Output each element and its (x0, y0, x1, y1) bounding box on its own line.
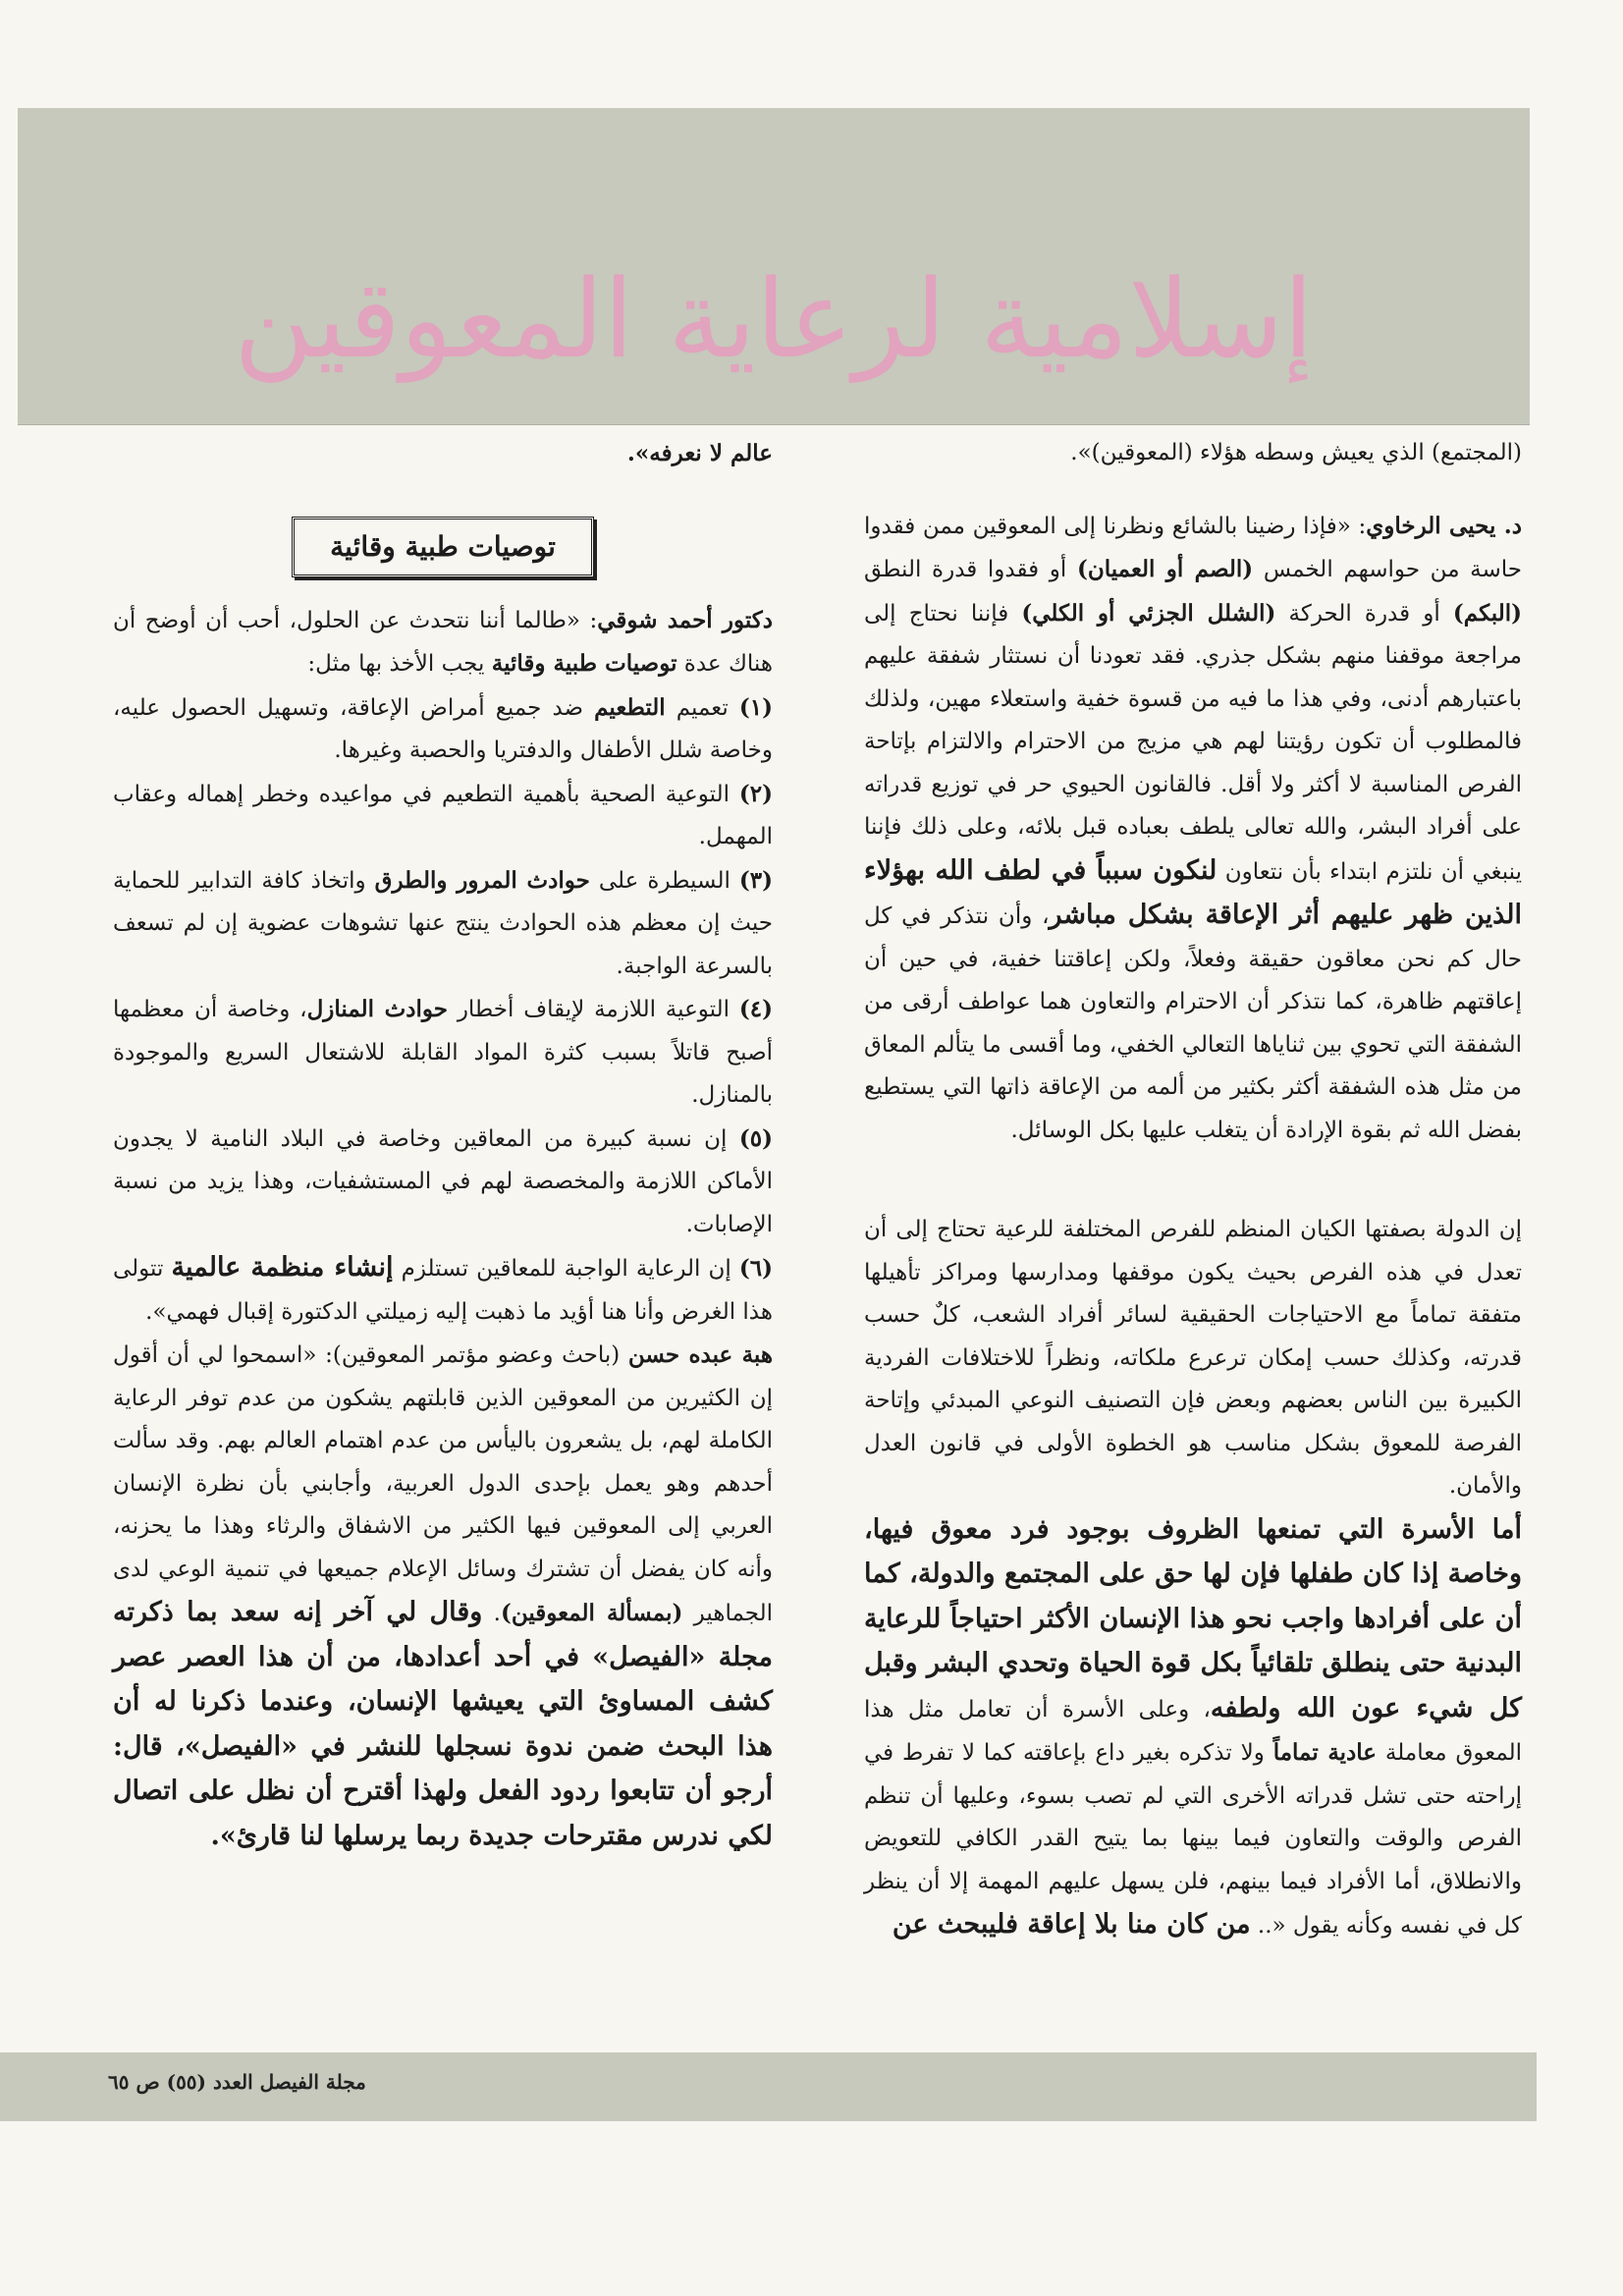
left-paragraph (113, 1118, 773, 1247)
emphasized-text: د. يحيى الرخاوي (1366, 512, 1522, 539)
left-paragraph (113, 988, 773, 1118)
left-paragraph (113, 686, 773, 773)
body-text: : «فإذا رضينا بالشائع ونظرنا إلى المعوقين ممن فقدوا حاسة من حواسهم الخمس (864, 513, 1522, 582)
emphasized-text: (٥) (738, 1124, 773, 1152)
body-text: أو فقدوا قدرة النطق (864, 557, 1077, 582)
left-paragraph (113, 773, 773, 859)
body-text: يجب الأخذ بها مثل: (307, 651, 492, 677)
left-paragraph (113, 1246, 773, 1334)
emphasized-text: (٢) (738, 780, 773, 807)
body-text: تعميم (665, 694, 739, 721)
footer-band (0, 2052, 1537, 2121)
body-text: : «طالما أننا نتحدث عن الحلول، أحب أن أوضح أن هناك عدة (113, 607, 773, 677)
body-text: التوعية اللازمة لإيقاف أخطار (447, 997, 739, 1022)
emphasized-text: أما الأسرة التي تمنعها الظروف بوجود فرد معوق فيها، وخاصة إذا كان طفلها فإن لها حق على المجتمع والدولة، كما أن على أفرادها واجب نحو هذا الإنسان الأكثر احتياجاً للرعاية البدنية حتى ينطلق تلقائياً بكل قوة الحياة وتحدي البشر وقبل كل شيء عون الله ولطفه (864, 1513, 1522, 1723)
body-text: إن نسبة كبيرة من المعاقين وخاصة في البلاد النامية لا يجدون الأماكن اللازمة والمخصصة لهم في المستشفيات، وهذا يزيد من نسبة الإصابات. (113, 1125, 773, 1237)
body-text: التوعية الصحية بأهمية التطعيم في مواعيده وخطر إهماله وعقاب المهمل. (113, 781, 773, 849)
body-text: ولا تذكره بغير داع بإعاقته كما لا تفرط في إراحته حتى تشل قدراته الأخرى التي لم تصب بسوء، وعليها أن تنظم الفرص والوقت والتعاون فيما بينها بما يتيح القدر الكافي للتعويض والانطلاق، أما الأفراد فيما بينهم، فلن يسهل عليهم المهمة إلا أن ينظر كل في نفسه وكأنه يقول «.. (864, 1740, 1522, 1939)
right-paragraph (864, 1508, 1522, 1948)
emphasized-text: (٦) (738, 1255, 773, 1282)
article-title: إسلامية لرعاية المعوقين (234, 256, 1314, 382)
body-text: أو قدرة الحركة (1275, 600, 1453, 627)
body-text: تتولى هذا الغرض وأنا هنا أؤيد ما ذهبت إليه زميلتي الدكتورة إقبال فهمي». (113, 1256, 773, 1325)
emphasized-text: (بمسألة المعوقين) (500, 1600, 683, 1626)
left-paragraph (113, 1334, 773, 1859)
emphasized-text: (١) (738, 693, 773, 721)
left-paragraph (113, 859, 773, 989)
emphasized-text: من كان منا بلا إعاقة فليبحث عن (892, 1909, 1251, 1940)
emphasized-text: وقال لي آخر إنه سعد بما ذكرته مجلة «الفيصل» في أحد أعدادها، من أن هذا العصر عصر كشف المساوئ التي يعيشها الإنسان، وعندما ذكرنا له أن هذا البحث ضمن ندوة نسجلها للنشر في «الفيصل»، قال: أرجو أن تتابعوا ردود الفعل ولهذا أقترح أن نظل على اتصال لكي ندرس مقترحات جديدة ربما يرسلها لنا قارئ». (113, 1597, 773, 1851)
emphasized-text: (٣) (738, 866, 773, 894)
emphasized-text: هبة عبده حسن (627, 1341, 773, 1368)
emphasized-text: إنشاء منظمة عالمية (171, 1252, 394, 1283)
body-text: ، وعلى الأسرة أن تعامل مثل هذا المعوق معاملة (864, 1696, 1523, 1766)
emphasized-text: (الصم أو العميان) (1076, 556, 1254, 582)
body-text: (باحث وعضو مؤتمر المعوقين): «اسمحوا لي أن أقول إن الكثيرين من المعوقين الذين قابلتهم يشكون من عدم توفر الرعاية الكاملة لهم، بل يشعرون باليأس من عدم اهتمام العالم بهم. وقد سألت أحدهم وهو يعمل بإحدى الدول العربية، وأجابني بأن نظرة الإنسان العربي إلى المعوقين فيها الكثير من الاشفاق والرثاء وهذا ما يحزنه، وأنه كان يفضل أن تشترك وسائل الإعلام جميعها في تنمية الوعي لدى الجماهير (113, 1342, 773, 1626)
right-paragraph (864, 432, 1522, 475)
body-text: إن الرعاية الواجبة للمعاقين تستلزم (393, 1256, 739, 1282)
emphasized-text: توصيات طبية وقائية (491, 650, 677, 677)
right-paragraph (864, 1209, 1522, 1508)
emphasized-text: (الشلل الجزئي أو الكلي) (1021, 599, 1276, 627)
body-text: واتخاذ كافة التدابير للحماية حيث إن معظم هذه الحوادث ينتج عنها تشوهات عضوية إن لم تسعف بالسرعة الواجبة. (113, 867, 773, 979)
page-footer-citation: مجلة الفيصل العدد (٥٥) ص ٦٥ (108, 2070, 366, 2094)
body-text: ، وخاصة أن معظمها أصبح قاتلاً بسبب كثرة المواد القابلة للاشتعال السريع والموجودة بالمنازل. (113, 997, 773, 1108)
body-text: ضد جميع أمراض الإعاقة، وتسهيل الحصول عليه، وخاصة شلل الأطفال والدفتريا والحصبة وغيرها. (113, 694, 773, 763)
body-text: ، وأن نتذكر في كل حال كم نحن معاقون حقيقة وفعلاً، ولكن إعاقتنا خفية، في حين أن إعاقتهم ظاهرة، كما نتذكر أن الاحترام والتعاون هما عواطف أرقى من الشفقة التي تحوي بين ثناياها التعالي الخفي، وما أقسى ما يتألم المعاق من مثل هذه الشفقة أكثر بكثير من ألمه من الإعاقة ذاتها التي يستطيع بفضل الله ثم بقوة الإرادة أن يتغلب عليها بكل الوسائل. (864, 903, 1522, 1143)
body-text: إن الدولة بصفتها الكيان المنظم للفرص المختلفة للرعية تحتاج إلى أن تعدل في هذه الفرص بحيث يكون موقفها ومدارسها ومراكز تأهيلها متفقة تماماً مع الاحتياجات الحقيقية لسائر أفراد الشعب، كلٌ حسب قدرته، وكذلك حسب إمكان ترعرع ملكاته، ونظراً للاختلافات الفردية الكبيرة بين الناس بعضهم وبعض فإن التصنيف النوعي المبدئي وإتاحة الفرصة للمعوق بشكل مناسب هو الخطوة الأولى في قانون العدل والأمان. (864, 1217, 1523, 1499)
left-paragraph (113, 599, 773, 686)
body-text: فإننا نحتاج إلى مراجعة موقفنا منهم بشكل جذري. فقد تعودنا أن نستثار شفقة عليهم باعتبارهم أدنى، وفي هذا ما فيه من قسوة خفية واستعلاء مهين، ولذلك فالمطلوب أن تكون رؤيتنا لهم هي مزيج من الاحترام والالتزام بإتاحة الفرص المناسبة لا أكثر ولا أقل. فالقانون الحيوي حر في توزيع قدراته على أفراد البشر، والله تعالى يلطف بعباده قبل بلائه، وعلى ذلك فإننا ينبغي أن نلتزم ابتداء بأن نتعاون (864, 600, 1522, 885)
emphasized-text: حوادث المنازل (306, 996, 448, 1022)
emphasized-text: حوادث المرور والطرق (374, 866, 590, 894)
title-banner (18, 108, 1530, 425)
left-intro: عالم لا نعرفه». (626, 440, 773, 466)
section-box-title: توصيات طبية وقائية (292, 517, 594, 577)
emphasized-text: دكتور أحمد شوقي (597, 606, 773, 633)
emphasized-text: (البكم) (1452, 599, 1522, 627)
body-text: السيطرة على (589, 867, 739, 894)
body-text: . (482, 1601, 501, 1626)
right-paragraph (864, 505, 1522, 1153)
emphasized-text: التطعيم (594, 693, 666, 721)
body-text: (المجتمع) الذي يعيش وسطه هؤلاء (المعوقين)». (1070, 440, 1522, 465)
emphasized-text: لنكون سبباً في لطف الله بهؤلاء الذين ظهر عليهم أثر الإعاقة بشكل مباشر (864, 854, 1522, 930)
emphasized-text: عادية تماماً (1272, 1739, 1378, 1766)
right-column (864, 432, 1522, 1948)
emphasized-text: (٤) (738, 996, 773, 1022)
left-column (113, 432, 773, 1859)
